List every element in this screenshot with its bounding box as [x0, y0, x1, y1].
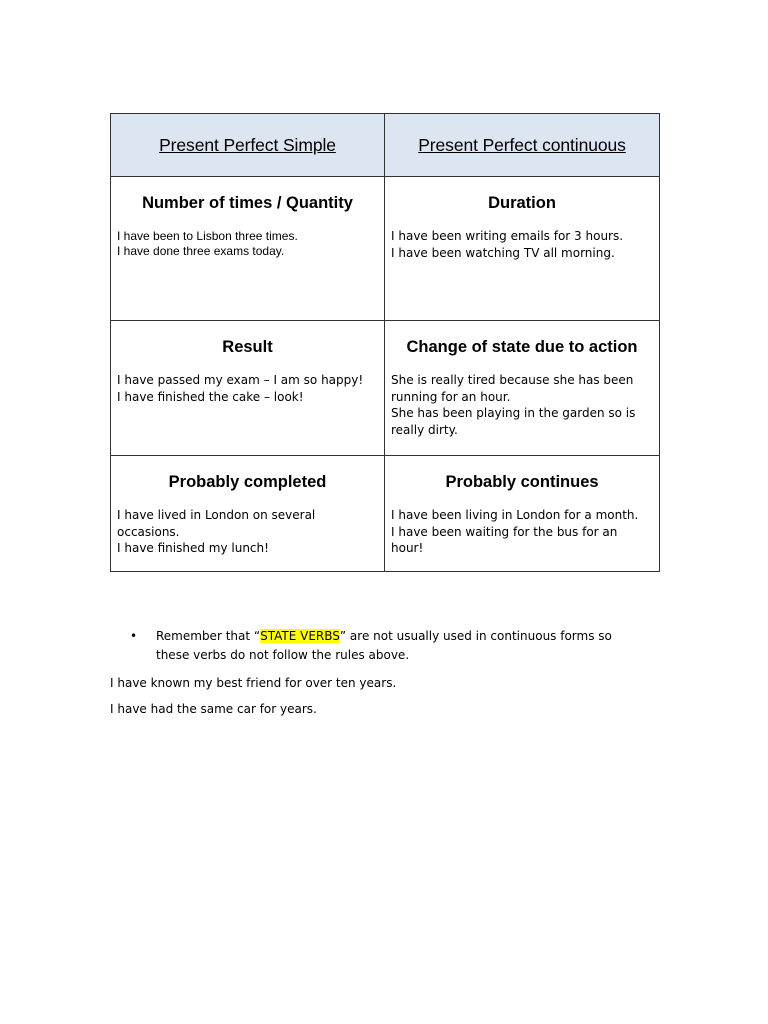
- example-line: I have finished my lunch!: [117, 541, 269, 555]
- example-line: I have lived in London on several occasions.: [117, 508, 316, 539]
- bullet-icon: •: [130, 629, 138, 643]
- cell-text: [117, 229, 378, 259]
- cell-text: [117, 507, 378, 557]
- example-line: I have been living in London for a month.: [391, 508, 639, 522]
- cell-text: [117, 372, 378, 405]
- example-sentence: I have known my best friend for over ten years.: [110, 676, 397, 690]
- table-cell: [385, 456, 660, 572]
- example-line: I have done three exams today.: [117, 244, 285, 258]
- cell-title: Change of state due to action: [406, 338, 638, 356]
- header-cell-simple: [111, 114, 385, 177]
- highlighted-term: STATE VERBS: [260, 629, 340, 643]
- grammar-comparison-table: [110, 113, 660, 572]
- table-cell: [111, 456, 385, 572]
- example-line: She has been playing in the garden so is really dirty.: [391, 406, 636, 437]
- header-cell-continuous: [385, 114, 660, 177]
- table-cell: [385, 177, 660, 321]
- example-sentence: I have had the same car for years.: [110, 702, 317, 716]
- example-line: I have been waiting for the bus for an hour!: [391, 524, 618, 555]
- cell-text: [391, 507, 653, 557]
- table-row: [111, 321, 660, 456]
- table-cell: [111, 321, 385, 456]
- example-line: I have been writing emails for 3 hours.: [391, 229, 624, 243]
- cell-title: Probably continues: [445, 473, 599, 491]
- note-text-before: Remember that “: [156, 629, 261, 643]
- note-text-after: ” are not usually used in continuous forms so these verbs do not follow the rules above.: [156, 629, 612, 662]
- table-cell: [385, 321, 660, 456]
- table-row: [111, 177, 660, 321]
- cell-title: Duration: [488, 194, 556, 212]
- note-text: [156, 627, 640, 665]
- example-line: She is really tired because she has been running for an hour.: [391, 373, 634, 404]
- cell-text: [391, 372, 653, 438]
- header-title: Present Perfect Simple: [159, 134, 336, 155]
- example-line: I have passed my exam – I am so happy!: [117, 373, 364, 387]
- example-line: I have finished the cake – look!: [117, 389, 304, 404]
- cell-text: [391, 228, 653, 261]
- cell-title: Probably completed: [168, 473, 327, 491]
- table-cell: [111, 177, 385, 321]
- cell-title: Result: [222, 338, 273, 356]
- state-verbs-note: [130, 627, 640, 665]
- table-header-row: [111, 114, 660, 177]
- cell-title: Number of times / Quantity: [142, 194, 353, 212]
- example-line: I have been to Lisbon three times.: [117, 229, 298, 243]
- header-title: Present Perfect continuous: [418, 134, 626, 155]
- example-line: I have been watching TV all morning.: [391, 245, 615, 260]
- table-row: [111, 456, 660, 572]
